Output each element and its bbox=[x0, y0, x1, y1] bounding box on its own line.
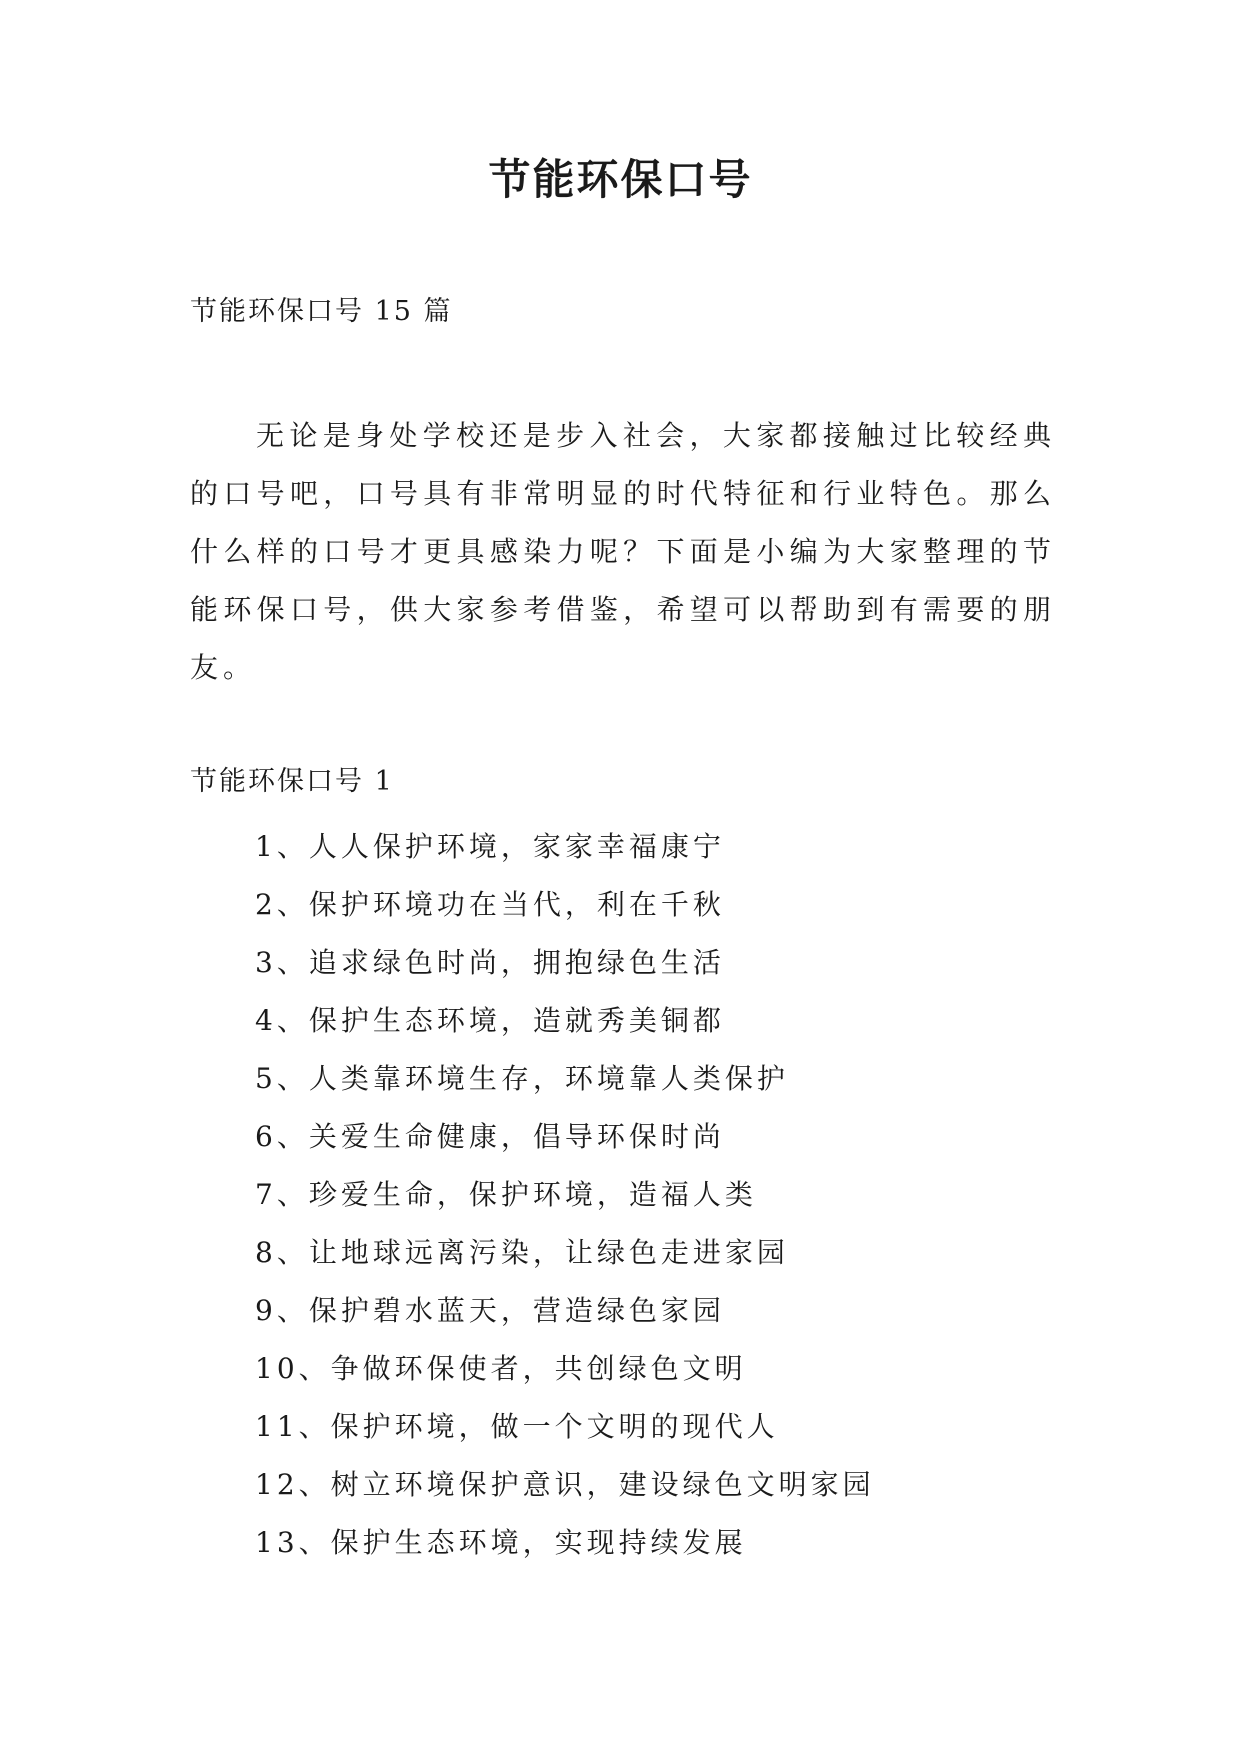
document-subtitle: 节能环保口号 15 篇 bbox=[190, 296, 453, 327]
slogan-item: 9、保护碧水蓝天，营造绿色家园 bbox=[255, 1294, 725, 1327]
slogan-item: 6、关爱生命健康，倡导环保时尚 bbox=[255, 1120, 725, 1153]
slogan-item: 4、保护生态环境，造就秀美铜都 bbox=[255, 1004, 725, 1037]
slogan-item: 2、保护环境功在当代，利在千秋 bbox=[255, 888, 725, 921]
slogan-item: 8、让地球远离污染，让绿色走进家园 bbox=[255, 1236, 789, 1269]
slogan-item: 13、保护生态环境，实现持续发展 bbox=[255, 1526, 747, 1559]
slogan-item: 7、珍爱生命，保护环境，造福人类 bbox=[255, 1178, 757, 1211]
document-title: 节能环保口号 bbox=[488, 155, 753, 204]
slogan-item: 3、追求绿色时尚，拥抱绿色生活 bbox=[255, 946, 725, 979]
slogan-item: 5、人类靠环境生存，环境靠人类保护 bbox=[255, 1062, 789, 1095]
slogan-item: 10、争做环保使者，共创绿色文明 bbox=[255, 1352, 747, 1385]
slogan-item: 11、保护环境，做一个文明的现代人 bbox=[255, 1410, 779, 1443]
section-heading: 节能环保口号 1 bbox=[190, 766, 394, 797]
intro-paragraph: 无论是身处学校还是步入社会，大家都接触过比较经典的口号吧，口号具有非常明显的时代特征和行业特色。那么什么样的口号才更具感染力呢？下面是小编为大家整理的节能环保口号，供大家参考借鉴，希望可以帮助到有需要的朋友。 bbox=[190, 419, 1056, 684]
slogan-item: 12、树立环境保护意识，建设绿色文明家园 bbox=[255, 1468, 875, 1501]
slogan-list bbox=[255, 818, 875, 1572]
slogan-item: 1、人人保护环境，家家幸福康宁 bbox=[255, 830, 725, 863]
